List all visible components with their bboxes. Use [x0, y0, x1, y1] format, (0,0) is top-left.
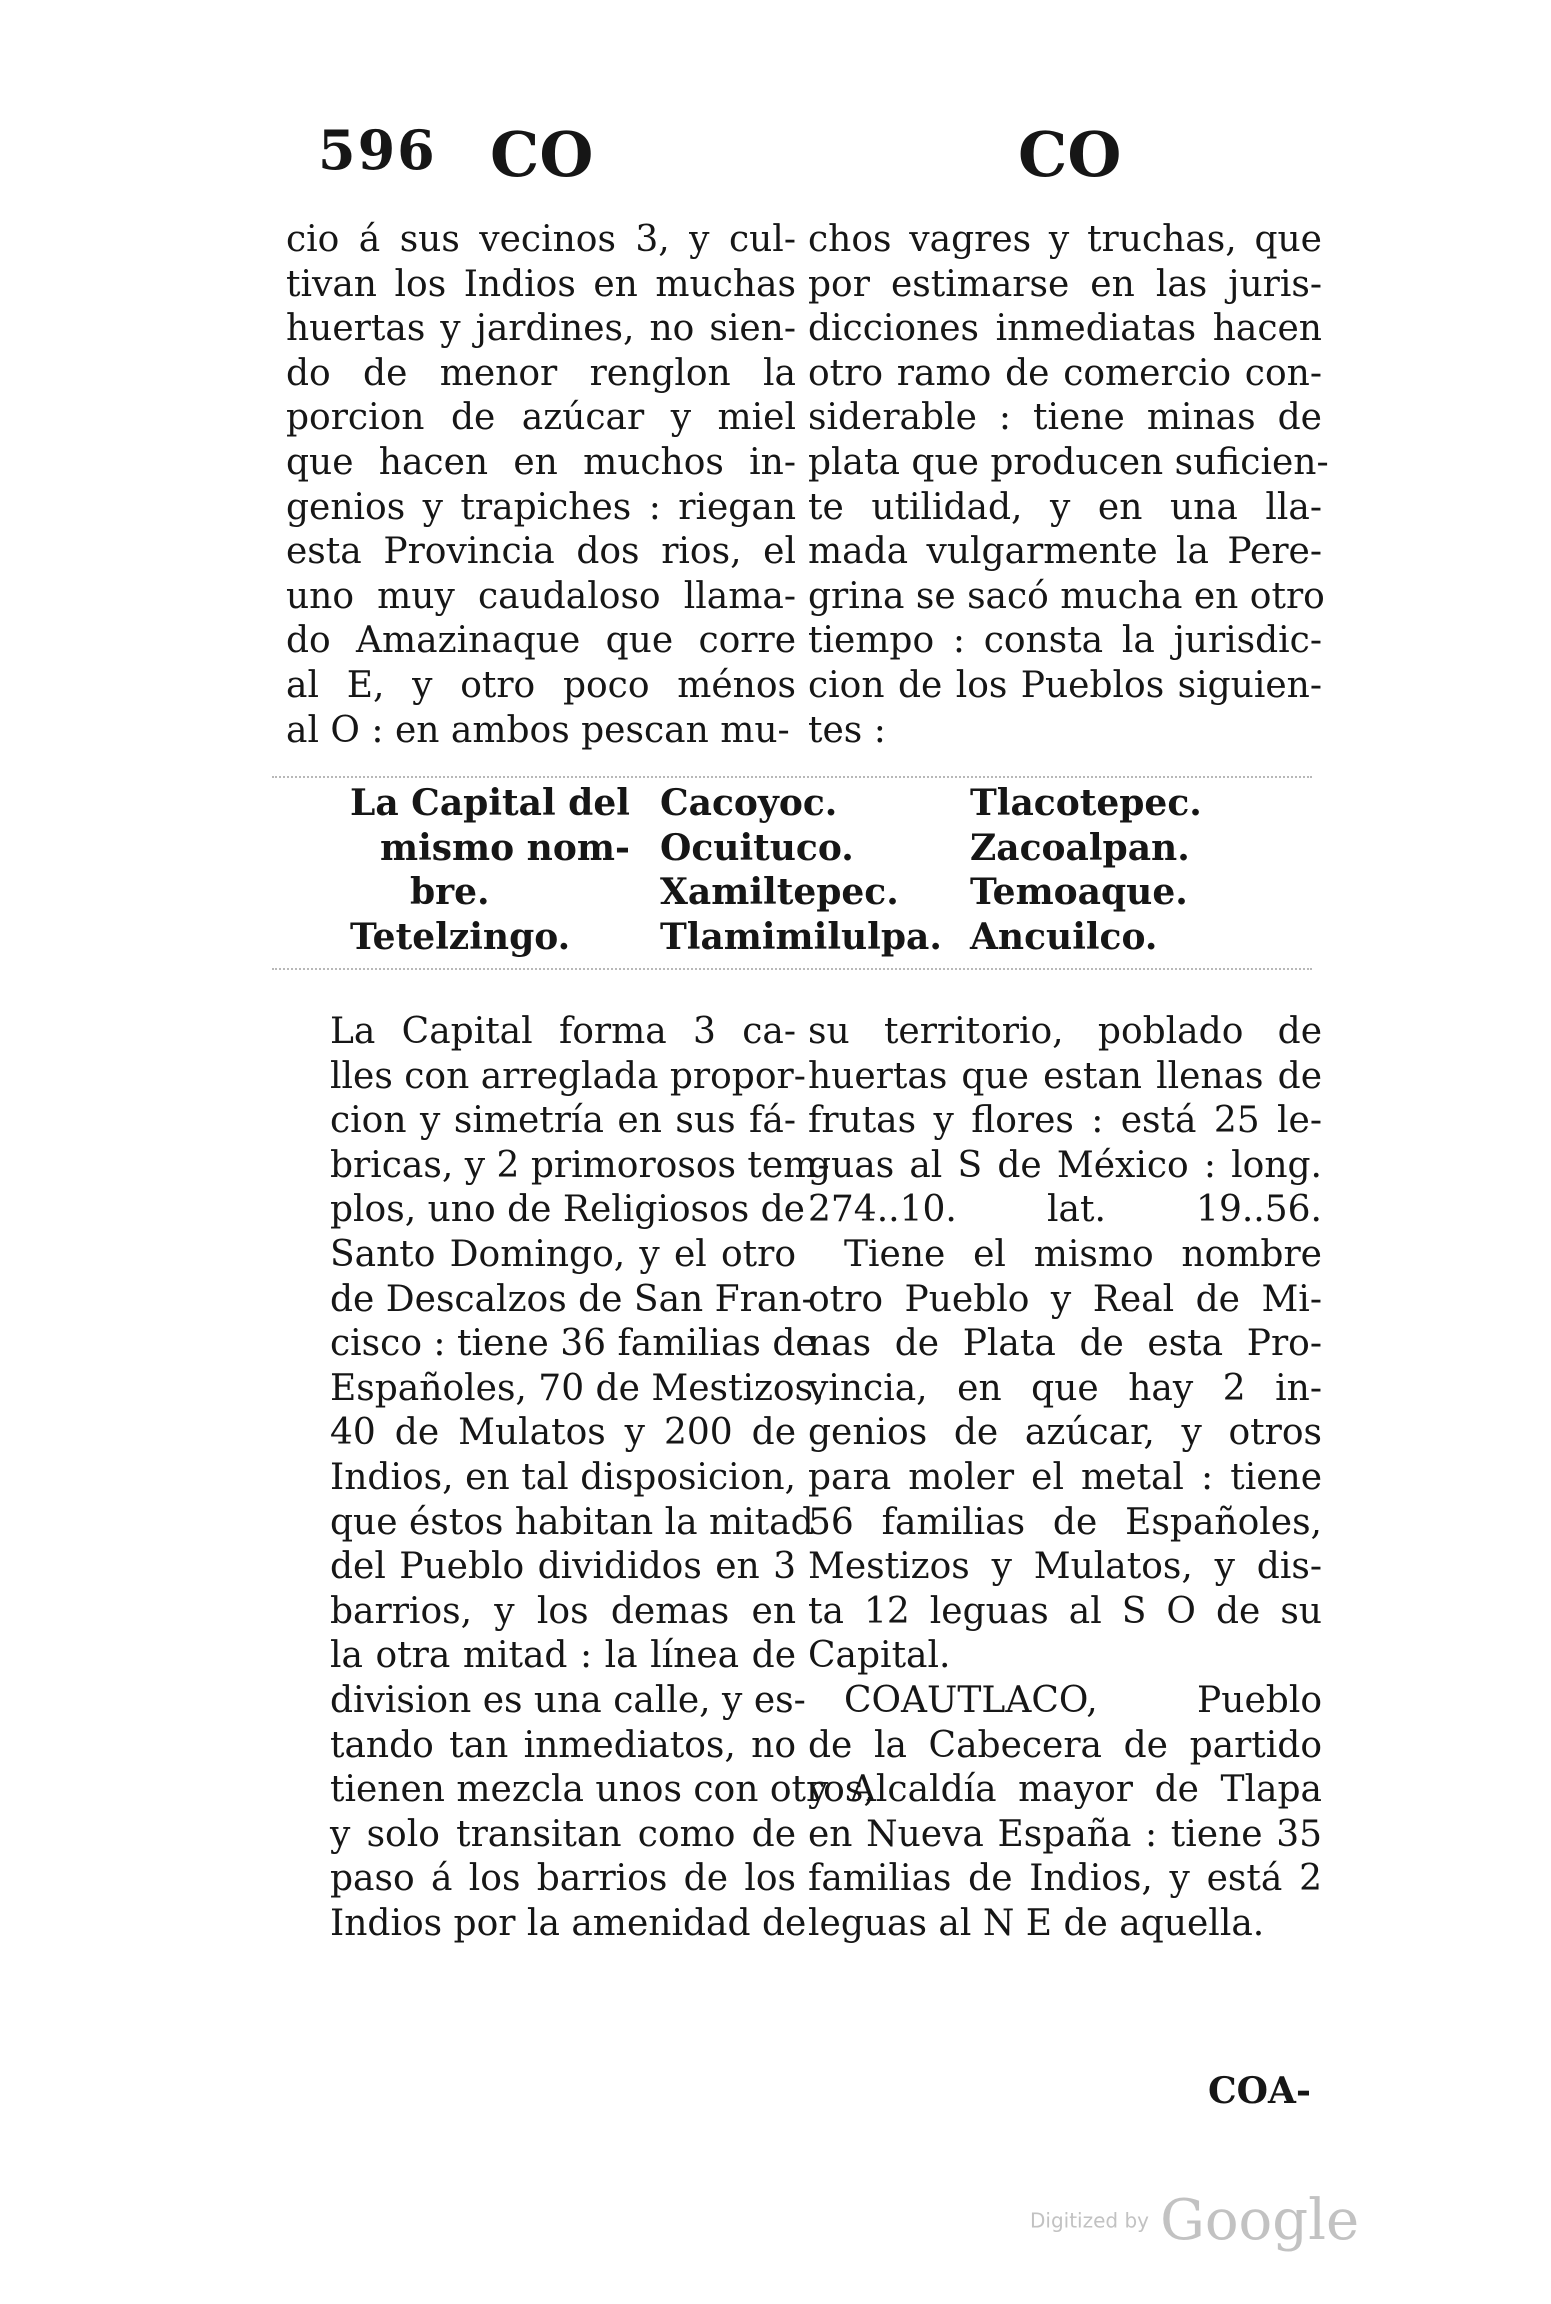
text-line: de Descalzos de San Fran-: [330, 1278, 814, 1320]
text-line: Mestizos y Mulatos, y dis-: [808, 1546, 1322, 1588]
town-name: Tlamimilulpa.: [660, 915, 942, 958]
text-line: Españoles, 70 de Mestizos,: [330, 1367, 825, 1409]
text-line: que éstos habitan la mitad: [330, 1501, 814, 1543]
bottom-left-column: [330, 1010, 875, 1946]
text-line: mada vulgarmente la Pere-: [808, 531, 1322, 573]
watermark-google-logo: Google: [1160, 2188, 1360, 2253]
text-line: tando tan inmediatos, no: [330, 1724, 796, 1766]
text-line: dicciones inmediatas hacen: [808, 308, 1322, 350]
text-line: uno muy caudaloso llama-: [286, 575, 796, 617]
text-line: esta Provincia dos rios, el: [286, 531, 796, 573]
town-name: bre.: [410, 871, 490, 914]
text-line: do Amazinaque que corre: [286, 620, 796, 662]
text-line: cion de los Pueblos siguien-: [808, 664, 1322, 706]
town-name: Tetelzingo.: [350, 915, 571, 958]
text-line: barrios, y los demas en: [330, 1590, 796, 1632]
town-row: [350, 871, 1310, 916]
town-name: Ocuituco.: [660, 826, 854, 869]
text-line: genios y trapiches : riegan: [286, 486, 796, 528]
text-line: en Nueva España : tiene 35: [808, 1813, 1322, 1855]
text-line: vincia, en que hay 2 in-: [808, 1367, 1322, 1409]
text-line: su territorio, poblado de: [808, 1011, 1322, 1052]
text-line: 274..10. lat. 19..56.: [808, 1189, 1322, 1231]
text-line: familias de Indios, y está 2: [808, 1858, 1322, 1900]
town-name: Xamiltepec.: [660, 871, 899, 914]
text-line: COAUTLACO, Pueblo: [844, 1679, 1322, 1721]
text-line: division es una calle, y es-: [330, 1679, 806, 1721]
town-name: Ancuilco.: [970, 915, 1158, 958]
bottom-right-column: [808, 1010, 1322, 1946]
text-line: 40 de Mulatos y 200 de: [330, 1412, 796, 1454]
text-line: tienen mezcla unos con otros,: [330, 1769, 875, 1811]
text-line: Indios por la amenidad de: [330, 1902, 807, 1944]
town-name: La Capital del: [350, 782, 630, 824]
text-line: Capital.: [808, 1635, 951, 1677]
text-line: ta 12 leguas al S O de su: [808, 1590, 1322, 1632]
text-line: siderable : tiene minas de: [808, 397, 1322, 439]
text-line: al O : en ambos pescan mu-: [286, 709, 790, 751]
town-name: mismo nom-: [380, 826, 630, 869]
text-line: por estimarse en las juris-: [808, 263, 1322, 305]
page-number: 596: [318, 118, 437, 182]
text-line: Indios, en tal disposicion,: [330, 1456, 796, 1498]
text-line: huertas que estan llenas de: [808, 1055, 1322, 1097]
text-line: Tiene el mismo nombre: [844, 1233, 1322, 1275]
google-watermark: [1030, 2188, 1359, 2253]
town-row: [350, 782, 1310, 827]
top-left-column: [286, 218, 796, 753]
text-line: frutas y flores : está 25 le-: [808, 1100, 1322, 1142]
text-line: cion y simetría en sus fá-: [330, 1100, 796, 1142]
text-line: cio á sus vecinos 3, y cul-: [286, 219, 796, 260]
text-line: al E, y otro poco ménos: [286, 664, 796, 706]
text-line: leguas al N E de aquella.: [808, 1902, 1265, 1944]
text-line: Santo Domingo, y el otro: [330, 1233, 796, 1275]
text-line: nas de Plata de esta Pro-: [808, 1323, 1322, 1365]
text-line: cisco : tiene 36 familias de: [330, 1323, 817, 1365]
upper-divider: [272, 776, 1312, 778]
text-line: te utilidad, y en una lla-: [808, 486, 1322, 528]
town-row: [350, 916, 1310, 961]
text-line: lles con arreglada propor-: [330, 1055, 806, 1097]
text-line: de la Cabecera de partido: [808, 1724, 1322, 1766]
text-line: do de menor renglon la: [286, 352, 796, 394]
text-line: otro ramo de comercio con-: [808, 352, 1322, 394]
text-line: paso á los barrios de los: [330, 1858, 796, 1900]
text-line: chos vagres y truchas, que: [808, 219, 1322, 260]
text-line: tivan los Indios en muchas: [286, 263, 796, 305]
town-name: Zacoalpan.: [970, 826, 1190, 869]
text-line: 56 familias de Españoles,: [808, 1501, 1322, 1543]
watermark-digitized-by: Digitized by: [1030, 2208, 1149, 2233]
text-line: para moler el metal : tiene: [808, 1456, 1322, 1498]
text-line: La Capital forma 3 ca-: [330, 1011, 796, 1052]
text-line: huertas y jardines, no sien-: [286, 308, 796, 350]
text-line: plata que producen suficien-: [808, 441, 1329, 483]
town-name: Tlacotepec.: [970, 782, 1202, 824]
text-line: porcion de azúcar y miel: [286, 397, 796, 439]
text-line: plos, uno de Religiosos de: [330, 1189, 805, 1231]
text-line: tes :: [808, 709, 886, 751]
text-line: que hacen en muchos in-: [286, 441, 796, 483]
text-line: otro Pueblo y Real de Mi-: [808, 1278, 1322, 1320]
right-running-head: CO: [1018, 118, 1122, 191]
town-name: Temoaque.: [970, 871, 1188, 914]
text-line: bricas, y 2 primorosos tem-: [330, 1144, 830, 1186]
text-line: y Alcaldía mayor de Tlapa: [808, 1769, 1322, 1811]
text-line: tiempo : consta la jurisdic-: [808, 620, 1322, 662]
left-running-head: CO: [490, 118, 594, 191]
text-line: grina se sacó mucha en otro: [808, 575, 1325, 617]
lower-divider: [272, 968, 1312, 970]
text-line: genios de azúcar, y otros: [808, 1412, 1322, 1454]
catchword: COA-: [1208, 2070, 1311, 2112]
text-line: guas al S de México : long.: [808, 1144, 1322, 1186]
text-line: del Pueblo divididos en 3: [330, 1546, 796, 1588]
town-list: [350, 782, 1310, 960]
text-line: la otra mitad : la línea de: [330, 1635, 796, 1677]
text-line: y solo transitan como de: [330, 1813, 796, 1855]
top-right-column: [808, 218, 1329, 753]
town-row: [350, 827, 1310, 872]
town-name: Cacoyoc.: [660, 782, 838, 824]
